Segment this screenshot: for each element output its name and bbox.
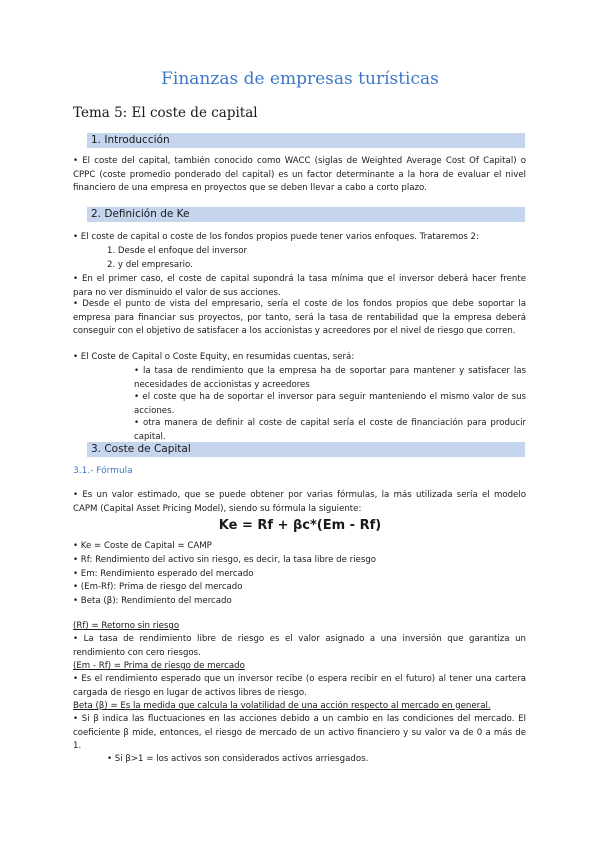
section-heading-introduccion <box>87 133 525 148</box>
beta-bullet: • Si β>1 = los activos son considerados activos arriesgados. <box>107 754 369 764</box>
section-label: 1. Introducción <box>91 134 170 146</box>
capm-formula: Ke = Rf + βc*(Em - Rf) <box>218 518 382 533</box>
rf-paragraph: • La tasa de rendimiento libre de riesgo es el valor asignado a una inversión que garantiza un rendimiento con cero riesgos. <box>73 634 526 658</box>
em-rf-paragraph: • Es el rendimiento esperado que un inversor recibe (o espera recibir en el futuro) al tener una cartera cargada de riesgo en lugar de activos libres de riesgo. <box>73 674 526 698</box>
ke-list-item-1: 1. Desde el enfoque del inversor <box>107 246 248 256</box>
definition-rf: • Rf: Rendimiento del activo sin riesgo, es decir, la tasa libre de riesgo <box>73 555 377 565</box>
section-label: 3. Coste de Capital <box>91 443 191 455</box>
subsection-formula-title: 3.1.- Fórmula <box>73 466 133 476</box>
ke-paragraph-4: • El Coste de Capital o Coste Equity, en resumidas cuentas, será: <box>73 352 355 362</box>
beta-heading: Beta (β) = Es la medida que calcula la volatilidad de una acción respecto al mercado en general. <box>73 701 491 711</box>
em-rf-heading: (Em - Rf) = Prima de riesgo de mercado <box>73 661 245 671</box>
ke-paragraph-3: • Desde el punto de vista del empresario, sería el coste de los fondos propios que debe soportar la empresa para financiar sus proyectos, por tanto, será la tasa de rentabilidad que la empresa deberá conseguir con el objetivo de satisfacer a los accionistas y acreedores por el nivel de riesgo que corren. <box>73 299 526 337</box>
section-label: 2. Definición de Ke <box>91 208 190 220</box>
beta-paragraph: • Si β indica las fluctuaciones en las acciones debido a un cambio en las condiciones del mercado. El coeficiente β mide, entonces, el riesgo de mercado de un activo financiero y su valor va de 0 a más de 1. <box>73 714 526 752</box>
ke-bullet-2: • el coste que ha de soportar el inversor para seguir manteniendo el mismo valor de sus acciones. <box>134 392 526 416</box>
document-title: Finanzas de empresas turísticas <box>161 69 439 89</box>
ke-bullet-3: • otra manera de definir al coste de capital sería el coste de financiación para producir capital. <box>134 418 526 442</box>
topic-heading: Tema 5: El coste de capital <box>73 105 258 121</box>
section-heading-coste-capital <box>87 442 525 457</box>
definition-beta: • Beta (β): Rendimiento del mercado <box>73 596 232 606</box>
ke-bullet-1: • la tasa de rendimiento que la empresa ha de soportar para mantener y satisfacer las necesidades de accionistas y acreedores <box>134 366 526 390</box>
formula-intro-paragraph: • Es un valor estimado, que se puede obtener por varias fórmulas, la más utilizada sería el modelo CAPM (Capital Asset Pricing Model), siendo su fórmula la siguiente: <box>73 490 526 514</box>
definition-em-rf: • (Em-Rf): Prima de riesgo del mercado <box>73 582 243 592</box>
ke-paragraph-1: • El coste de capital o coste de los fondos propios puede tener varios enfoques. Trataremos 2: <box>73 232 479 242</box>
section-heading-definicion-ke <box>87 207 525 222</box>
rf-heading: (Rf) = Retorno sin riesgo <box>73 621 180 631</box>
ke-paragraph-2: • En el primer caso, el coste de capital supondrá la tasa mínima que el inversor deberá hacer frente para no ver disminuido el valor de sus acciones. <box>73 274 526 298</box>
intro-paragraph: • El coste del capital, también conocido como WACC (siglas de Weighted Average Cost Of Capital) o CPPC (coste promedio ponderado del capital) es un factor determinante a la hora de evaluar el nivel financiero de una empresa en proyectos que se deben llevar a cabo a corto plazo. <box>73 156 526 194</box>
definition-em: • Em: Rendimiento esperado del mercado <box>73 569 254 579</box>
definition-ke: • Ke = Coste de Capital = CAMP <box>73 541 212 551</box>
ke-list-item-2: 2. y del empresario. <box>107 260 193 270</box>
